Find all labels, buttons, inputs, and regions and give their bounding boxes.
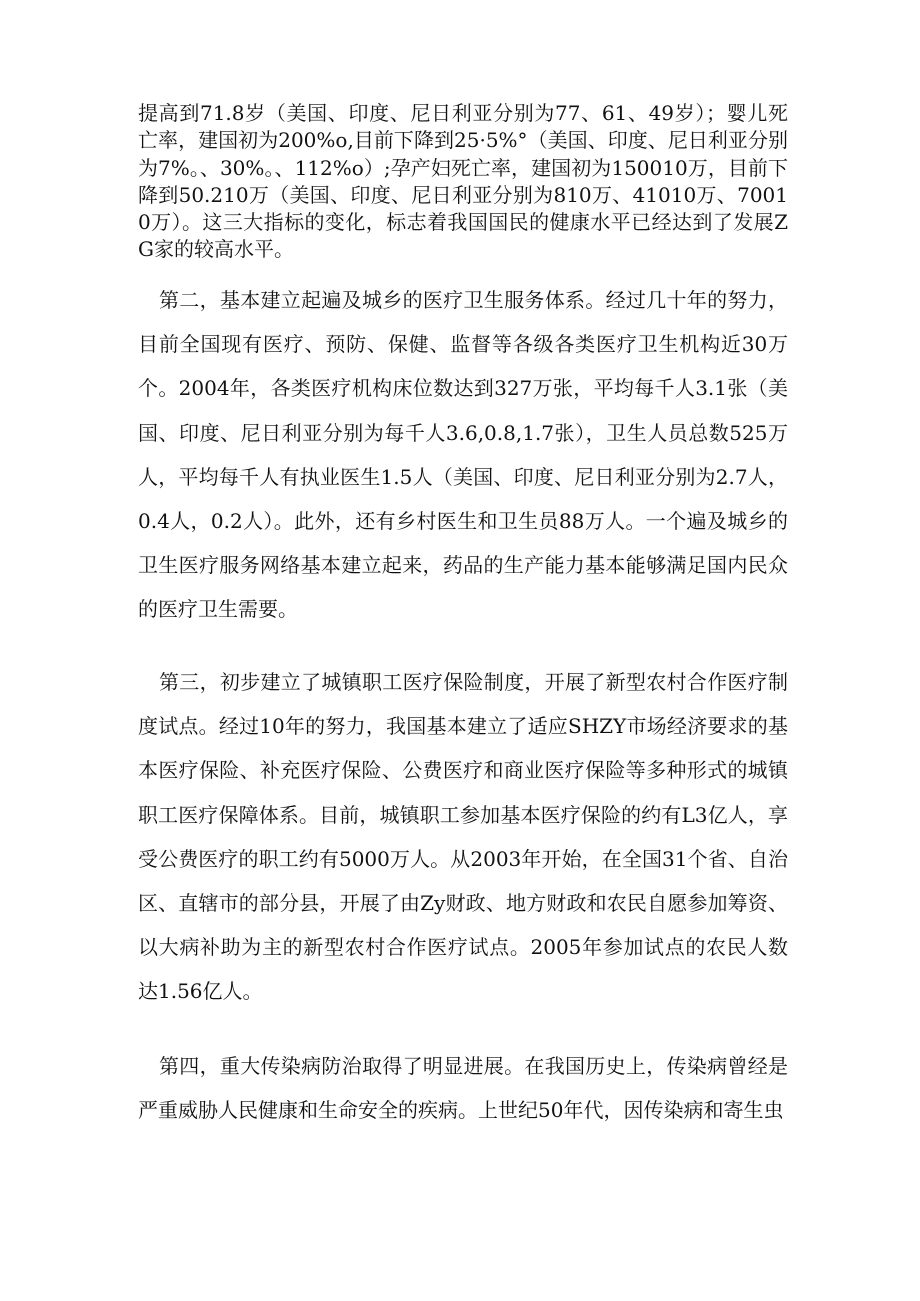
paragraph-health-indicators: 提高到71.8岁（美国、印度、尼日利亚分别为77、61、49岁）；婴儿死亡率，建国初为200%o,目前下降到25·5%°（美国、印度、尼日利亚分别为7%。、30%。、112%o）;孕产妇死亡率，建国初为150010万，目前下降到50.210万（美国、印度、尼日利亚分别为810万、41010万、70010万）。这三大指标的变化，标志着我国国民的健康水平已经达到了发展ZG家的较高水平。 — [138, 101, 788, 262]
paragraph-medical-insurance: 第三，初步建立了城镇职工医疗保险制度，开展了新型农村合作医疗制度试点。经过10年的努力，我国基本建立了适应SHZY市场经济要求的基本医疗保险、补充医疗保险、公费医疗和商业医疗保险等多种形式的城镇职工医疗保障体系。目前，城镇职工参加基本医疗保险的约有L3亿人，享受公费医疗的职工约有5000万人。从2003年开始，在全国31个省、自治区、直辖市的部分县，开展了由Zy财政、地方财政和农民自愿参加筹资、以大病补助为主的新型农村合作医疗试点。2005年参加试点的农民人数达1.56亿人。 — [138, 670, 788, 1004]
paragraph-medical-service-system: 第二，基本建立起遍及城乡的医疗卫生服务体系。经过几十年的努力，目前全国现有医疗、预防、保健、监督等各级各类医疗卫生机构近30万个。2004年，各类医疗机构床位数达到327万张，平均每千人3.1张（美国、印度、尼日利亚分别为每千人3.6,0.8,1.7张），卫生人员总数525万人，平均每千人有执业医生1.5人（美国、印度、尼日利亚分别为2.7人，0.4人，0.2人）。此外，还有乡村医生和卫生员88万人。一个遍及城乡的卫生医疗服务网络基本建立起来，药品的生产能力基本能够满足国内民众的医疗卫生需要。 — [138, 288, 788, 622]
paragraph-infectious-disease: 第四，重大传染病防治取得了明显进展。在我国历史上，传染病曾经是严重威胁人民健康和生命安全的疾病。上世纪50年代，因传染病和寄生虫 — [138, 1054, 788, 1123]
